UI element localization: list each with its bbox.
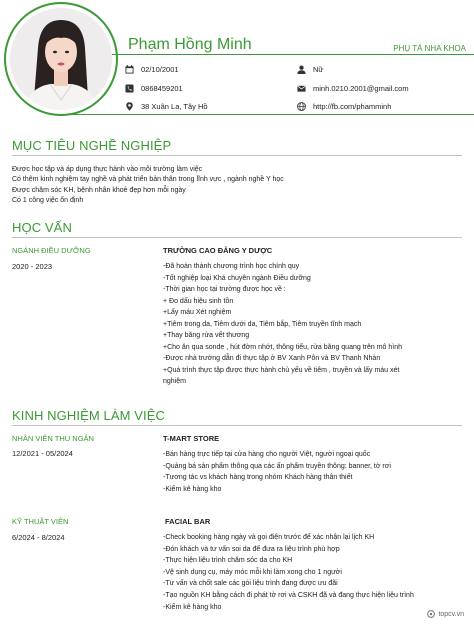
objective-line: Có 1 công việc ổn định	[12, 196, 84, 204]
birthday-value: 02/10/2001	[141, 64, 179, 74]
job-company: FACIAL BAR	[165, 517, 211, 526]
education-major: NGÀNH ĐIỀU DƯỠNG	[12, 246, 91, 255]
job-position: NHÂN VIÊN THU NGÂN	[12, 434, 94, 443]
list-item: -Tốt nghiệp loại Khá chuyên ngành Điều dưỡng	[163, 274, 311, 282]
job-title: PHỤ TÁ NHA KHOA	[393, 44, 466, 53]
job-position: KỸ THUẬT VIÊN	[12, 517, 69, 526]
education-school: TRƯỜNG CAO ĐẲNG Y DƯỢC	[163, 246, 273, 255]
list-item: -Bán hàng trực tiếp tại cửa hàng cho người Việt, người ngoại quốc	[163, 451, 371, 458]
portrait-image	[10, 8, 112, 110]
section-rule-objective	[12, 155, 462, 156]
section-title-objective: MỤC TIÊU NGHỀ NGHIỆP	[12, 138, 172, 153]
topcv-logo-icon	[427, 610, 435, 618]
list-item: + Đo dấu hiệu sinh tồn	[163, 297, 234, 305]
info-address	[124, 101, 208, 111]
phone-icon	[124, 83, 134, 93]
list-item: -Vệ sinh dụng cụ, máy móc mỗi khi làm xong cho 1 người	[163, 568, 342, 576]
list-item: -Quảng bá sản phẩm thông qua các ấn phẩm truyền thông: banner, tờ rơi	[163, 462, 391, 470]
email-value[interactable]: minh.0210.2001@gmail.com	[313, 83, 409, 93]
location-pin-icon	[124, 101, 134, 111]
info-website	[296, 101, 391, 111]
list-item: -Tạo nguồn KH bằng cách đi phát tờ rơi và CSKH đã và đang thực hiện liệu trình	[163, 591, 414, 599]
section-title-experience: KINH NGHIỆM LÀM VIỆC	[12, 408, 165, 423]
header-bottom-rule	[62, 114, 474, 115]
link-icon	[296, 101, 306, 111]
list-item: -Kiểm kê hàng kho	[163, 485, 222, 493]
list-item: +Tiêm trong da, Tiêm dưới da, Tiêm bắp, Tiêm truyền tĩnh mạch	[163, 320, 362, 328]
objective-line: Được học tập và áp dụng thực hành vào môi trường làm việc	[12, 166, 203, 173]
list-item: +Thay băng rửa vết thương	[163, 332, 250, 339]
list-item: -Thời gian học tại trường được học về :	[163, 286, 286, 293]
candidate-name: Phạm Hồng Minh	[128, 36, 252, 53]
list-item: -Check booking hàng ngày và gọi điện trước để xác nhận lại lịch KH	[163, 534, 375, 541]
info-email	[296, 83, 409, 93]
footer-brand-text: topcv.vn	[438, 610, 464, 618]
education-period: 2020 - 2023	[12, 262, 53, 271]
list-item: -Đã hoàn thành chương trình học chính quy	[163, 263, 300, 270]
list-item: -Tương tác vs khách hàng trong nhóm Khách hàng thân thiết	[163, 474, 353, 481]
list-item: -Tư vấn và chốt sale các gói liệu trình đang được ưu đãi	[163, 580, 338, 588]
calendar-icon	[124, 64, 134, 74]
website-value[interactable]: http://fb.com/phamminh	[313, 101, 392, 111]
email-icon	[296, 83, 306, 93]
job-company: T-MART STORE	[163, 434, 220, 443]
objective-line: Có thêm kinh nghiệm tay nghề và phát triển bản thân trong lĩnh vực , ngành nghề Y học	[12, 176, 284, 184]
footer-brand[interactable]	[427, 610, 464, 618]
user-icon	[296, 64, 306, 74]
gender-value: Nữ	[313, 64, 324, 74]
info-gender	[296, 64, 323, 74]
job-details	[163, 449, 391, 495]
list-item: nghiệm	[163, 378, 186, 385]
education-details	[163, 261, 402, 388]
section-rule-experience	[12, 425, 462, 426]
list-item: -Được nhà trường dẫn đi thực tập ở BV Xanh Pôn và BV Thanh Nhàn	[163, 355, 381, 362]
section-title-education: HỌC VẤN	[12, 220, 72, 235]
list-item: -Đón khách và tư vấn soi da để đưa ra liệu trình phù hợp	[163, 545, 340, 553]
list-item: +Cho ăn qua sonde , hút đờm nhớt, thông tiểu, rửa băng quang trên mô hình	[163, 343, 403, 351]
list-item: +Lấy máu Xét nghiệm	[163, 309, 232, 316]
list-item: -Kiểm kê hàng kho	[163, 603, 222, 611]
header-divider	[112, 54, 474, 55]
avatar	[10, 8, 112, 110]
job-details	[163, 532, 414, 613]
objective-list	[12, 165, 284, 206]
phone-value[interactable]: 0868459201	[141, 83, 183, 93]
info-phone	[124, 83, 183, 93]
section-rule-education	[12, 237, 462, 238]
list-item: -Thực hiện liệu trình chăm sóc da cho KH	[163, 557, 293, 565]
objective-line: Được chăm sóc KH, bệnh nhân khoẻ đẹp hơn mỗi ngày	[12, 186, 186, 194]
job-period: 6/2024 - 8/2024	[12, 533, 65, 542]
job-period: 12/2021 - 05/2024	[12, 449, 73, 458]
address-value: 38 Xuân La, Tây Hồ	[141, 101, 208, 111]
list-item: +Quá trình thực tập được thực hành chủ yếu về tiêm , truyền và lấy máu xét	[163, 366, 400, 374]
info-birthday	[124, 64, 179, 74]
